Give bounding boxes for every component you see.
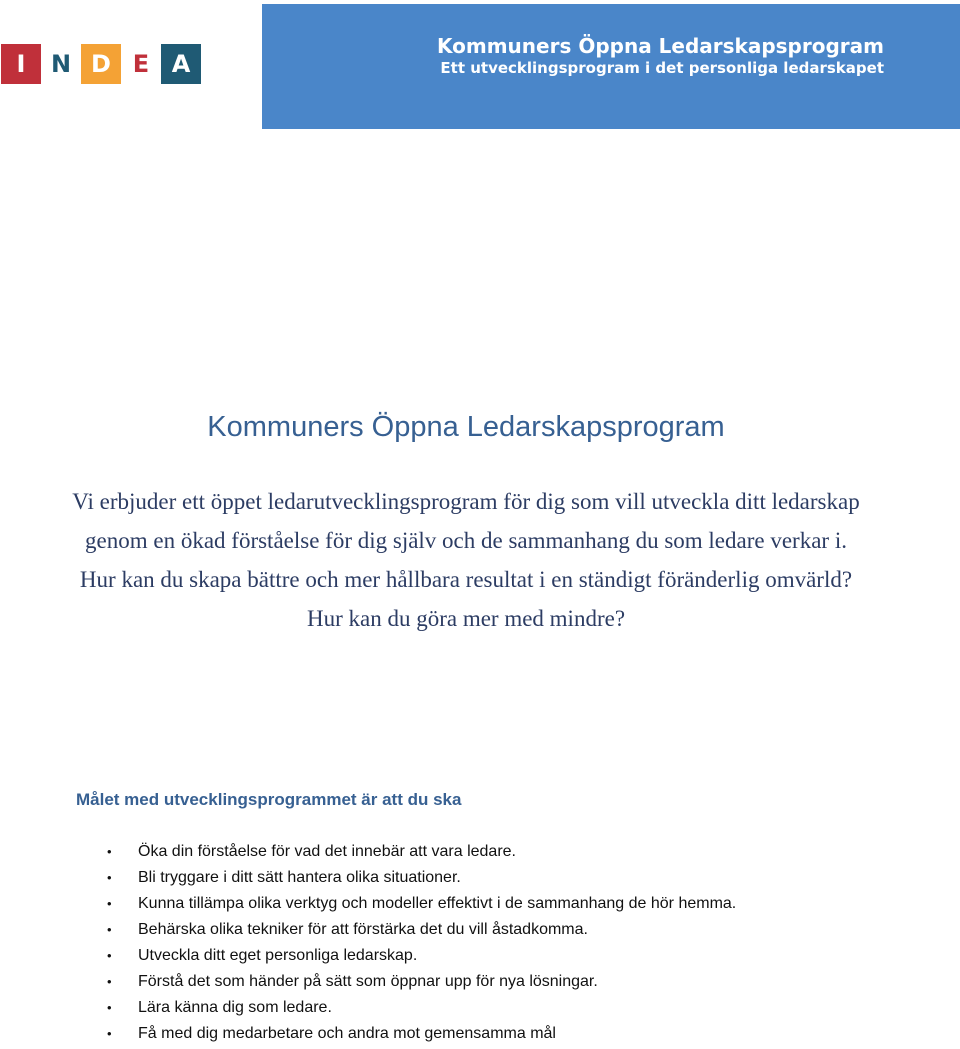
bullet-icon: • <box>107 974 112 989</box>
page-title: Kommuners Öppna Ledarskapsprogram <box>207 411 725 443</box>
list-item <box>107 944 736 970</box>
list-item <box>107 866 736 892</box>
logo-letter-d: D <box>81 44 121 84</box>
list-item <box>107 840 736 866</box>
goals-list <box>107 840 736 1048</box>
intro-paragraph-offer: Vi erbjuder ett öppet ledarutvecklingsprogram för dig som vill utveckla ditt ledarskap genom en ökad förståelse för dig själv och de sammanhang du som ledare verkar i. <box>72 489 860 553</box>
list-item <box>107 996 736 1022</box>
list-item-text: Utveckla ditt eget personliga ledarskap. <box>138 947 418 964</box>
list-item-text: Kunna tillämpa olika verktyg och modeller effektivt i de sammanhang de hör hemma. <box>138 895 737 912</box>
indea-logo <box>1 44 201 84</box>
bullet-icon: • <box>107 844 112 859</box>
logo-letter-i: I <box>1 44 41 84</box>
list-item <box>107 1022 736 1048</box>
bullet-icon: • <box>107 922 112 937</box>
list-item <box>107 970 736 996</box>
list-item <box>107 892 736 918</box>
goals-heading: Målet med utvecklingsprogrammet är att du ska <box>76 790 462 809</box>
logo-letter-a: A <box>161 44 201 84</box>
list-item-text: Förstå det som händer på sätt som öppnar upp för nya lösningar. <box>138 973 598 990</box>
logo-letter-n: N <box>41 44 81 84</box>
header-banner <box>262 4 960 129</box>
bullet-icon: • <box>107 1026 112 1041</box>
bullet-icon: • <box>107 870 112 885</box>
bullet-icon: • <box>107 948 112 963</box>
list-item-text: Öka din förståelse för vad det innebär att vara ledare. <box>138 843 516 860</box>
intro-question-less: Hur kan du göra mer med mindre? <box>306 606 626 631</box>
banner-subtitle: Ett utvecklingsprogram i det personliga ledarskapet <box>440 59 884 77</box>
bullet-icon: • <box>107 896 112 911</box>
list-item <box>107 918 736 944</box>
list-item-text: Få med dig medarbetare och andra mot gemensamma mål <box>138 1025 556 1042</box>
list-item-text: Lära känna dig som ledare. <box>138 999 332 1016</box>
logo-letter-e: E <box>121 44 161 84</box>
bullet-icon: • <box>107 1000 112 1015</box>
list-item-text: Bli tryggare i ditt sätt hantera olika situationer. <box>138 869 461 886</box>
intro-text <box>60 482 872 638</box>
list-item-text: Behärska olika tekniker för att förstärka det du vill åstadkomma. <box>138 921 588 938</box>
banner-title: Kommuners Öppna Ledarskapsprogram <box>436 34 884 58</box>
intro-question-results: Hur kan du skapa bättre och mer hållbara resultat i en ständigt föränderlig omvärld? <box>79 567 853 592</box>
